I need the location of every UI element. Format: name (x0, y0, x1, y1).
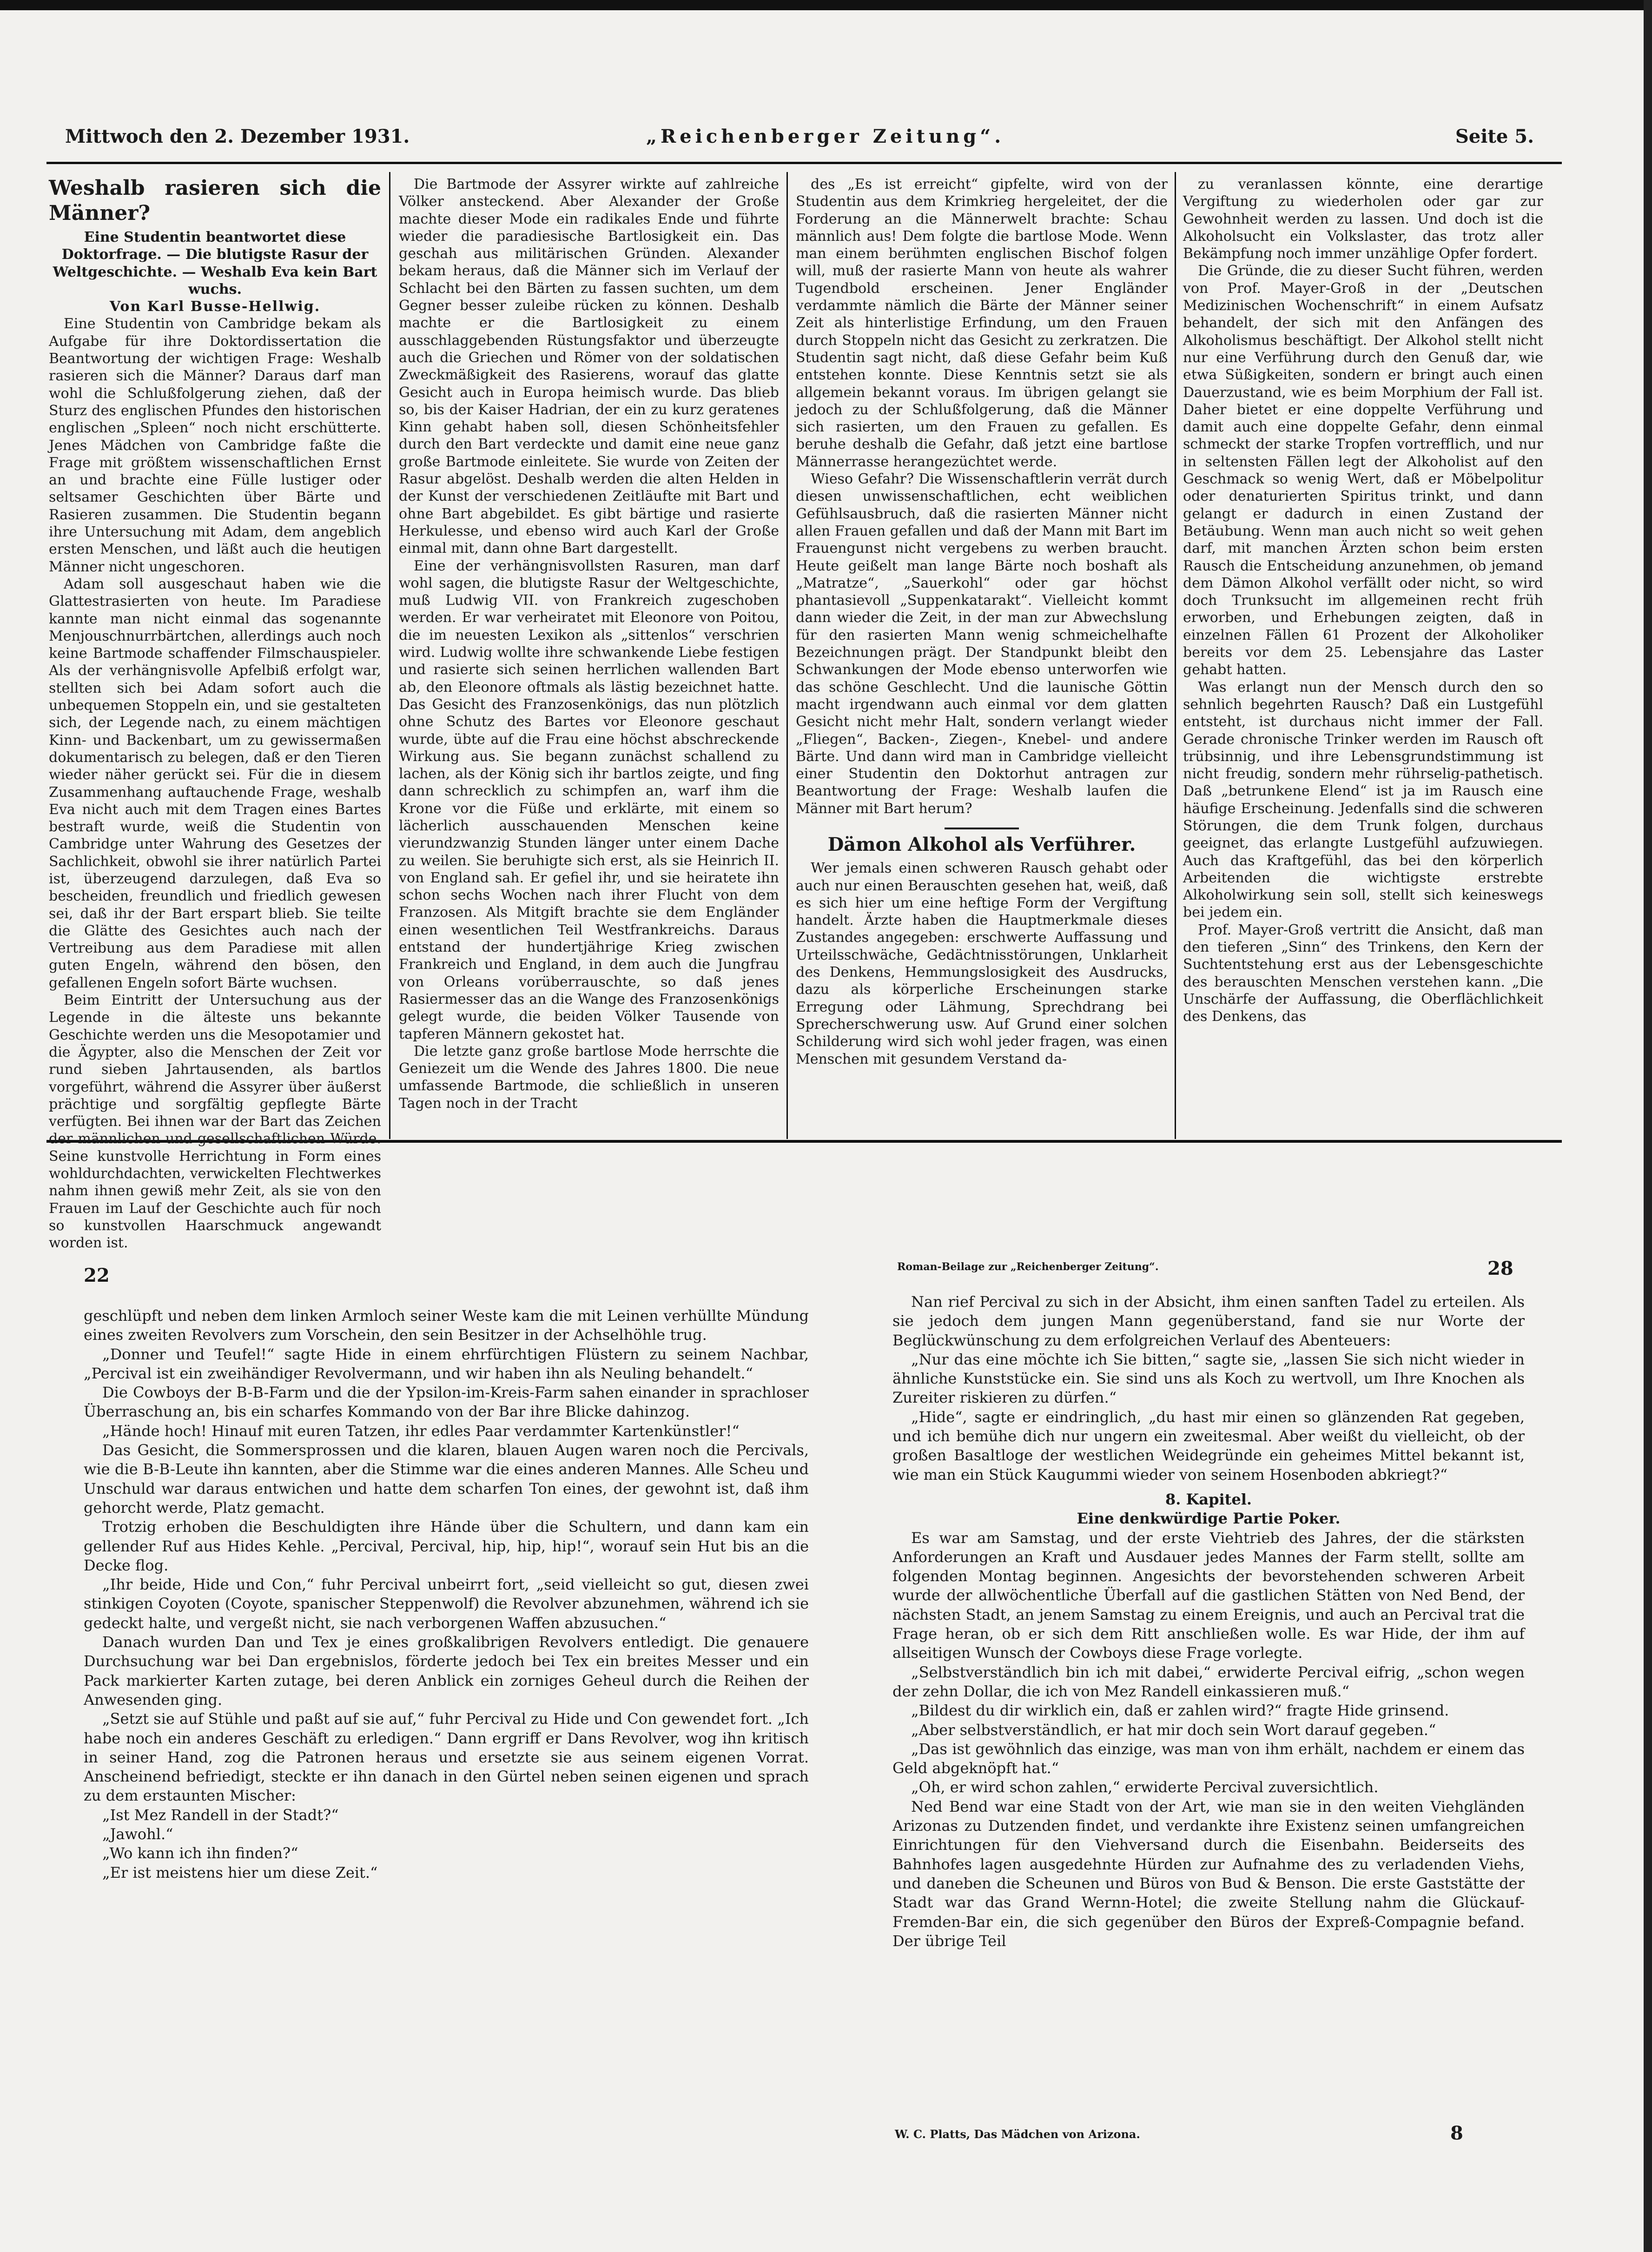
serial-right-column (892, 1292, 1525, 2115)
article-headline-2: Dämon Alkohol als Verführer. (827, 833, 1136, 855)
paragraph: „Aber selbstverständlich, er hat mir doch sein Wort darauf gegeben.“ (911, 1721, 1436, 1739)
column-rule (1175, 172, 1176, 1139)
paragraph: „Oh, er wird schon zahlen,“ erwiderte Percival zuversichtlich. (911, 1778, 1379, 1796)
article-column-1 (49, 176, 381, 1252)
paragraph: des „Es ist erreicht“ gipfelte, wird von der Studentin aus dem Krimkrieg hergeleitet, der die Forderung an die Männerwelt brachte: Schau männlich aus! Dem folgte die bartlose Mode. Wenn man einem berühmten englischen Bischof folgen will, muß der rasierte Mann von heute als wahrer Tugendbold erscheinen. Jener Engländer verdammte nämlich die Bärte der Männer seiner Zeit als hinterlistige Erfindung, um den Frauen durch Stoppeln nicht das Gesicht zu zerkratzen. Die Studentin sagt nicht, daß diese Gefahr beim Kuß entstehen konnte. Diese Kenntnis setzt sie als allgemein bekannt voraus. Im übrigen gelangt sie jedoch zu der Schlußfolgerung, daß die Männer sich rasierten, um den Frauen zu gefallen. Es beruhe deshalb die Gefahr, daß jetzt eine bartlose Männerrasse herangezüchtet werde. (796, 176, 1168, 470)
paragraph: Eine der verhängnisvollsten Rasuren, man darf wohl sagen, die blutigste Rasur der Weltgeschichte, muß Ludwig VII. von Frankreich zugeschoben werden. Er war verheiratet mit Eleonore von Poitou, die im neuesten Lexikon als „sittenlos“ verschrien wird. Ludwig wollte ihre schwankende Liebe festigen und rasierte sich seinen herrlichen wallenden Bart ab, den Eleonore oftmals als lästig bezeichnet hatte. Das Gesicht des Franzosenkönigs, das nun plötzlich ohne Schutz des Bartes vor Eleonore geschaut wurde, übte auf die Frau eine höchst abschreckende Wirkung aus. Sie begann zunächst schallend zu lachen, als der König sich ihr bartlos zeigte, und fing dann schrecklich zu schimpfen an, warf ihm die Krone vor die Füße und erklärte, mit einem so lächerlich ausschauenden Menschen keine vierundzwanzig Stunden länger unter einem Dache zu weilen. Sie beruhigte sich erst, als sie Heinrich II. von England sah. Er gefiel ihr, und sie heiratete ihn schon sechs Wochen nach ihrer Flucht von dem Franzosen. Als Mitgift brachte sie dem Engländer einen wesentlichen Teil Westfrankreichs. Daraus entstand der hundertjährige Krieg zwischen Frankreich und England, in dem auch die Jungfrau von Orleans vorüberrauschte, so daß jenes Rasiermesser das an die Wange des Franzosenkönigs gelegt wurde, die beiden Völker Tausende von tapferen Männern gekostet hat. (399, 557, 779, 1042)
paragraph: Wer jemals einen schweren Rausch gehabt oder auch nur einen Berauschten gesehen hat, weiß, daß es sich hier um eine heftige Form der Vergiftung handelt. Ärzte haben die Hauptmerkmale dieses Zustandes angegeben: erschwerte Auffassung und Urteilsschwäche, Gedächtnisstörungen, Unklarheit des Denkens, Hemmungslosigkeit des Ausdrucks, dazu als körperliche Erscheinungen starke Erregung oder Lähmung, Sprechdrang bei Sprecherschwerung usw. Auf Grund einer solchen Schilderung wird sich wohl jeder fragen, was einen Menschen mit gesundem Verstand da- (796, 860, 1168, 1067)
paragraph: Die Bartmode der Assyrer wirkte auf zahlreiche Völker ansteckend. Aber Alexander der Große machte dieser Mode ein radikales Ende und führte wieder die paradiesische Bartlosigkeit ein. Das geschah aus militärischen Gründen. Alexander bekam heraus, daß die Männer sich im Verlauf der Schlacht bei den Bärten zu fassen suchten, um dem Gegner besser zuleibe rücken zu können. Deshalb machte er die Bartlosigkeit zu einem ausschlaggebenden Rüstungsfaktor und überzeugte auch die Griechen und Römer von der soldatischen Zweckmäßigkeit des Rasierens, worauf das glatte Gesicht auch in Europa heimisch wurde. Das blieb so, bis der Kaiser Hadrian, der ein zu kurz geratenes Kinn gehabt haben soll, diesen Schönheitsfehler durch den Bart verdeckte und damit eine neue ganz große Bartmode einleitete. Sie wurde von Zeiten der Rasur abgelöst. Deshalb werden die alten Helden in der Kunst der verschiedenen Zeitläufte mit Bart und ohne Bart abgebildet. Es gibt bärtige und rasierte Herkulesse, und ebenso wird auch Karl der Große einmal mit, dann ohne Bart dargestellt. (399, 176, 779, 557)
paragraph: Prof. Mayer-Groß vertritt die Ansicht, daß man den tieferen „Sinn“ des Trinkens, den Kern der Suchtentstehung erst aus der Lebensgeschichte des berauschten Menschen verstehen kann. „Die Unschärfe der Auffassung, die Oberflächlichkeit des Denkens, das (1183, 921, 1543, 1025)
paragraph: „Bildest du dir wirklich ein, daß er zahlen wird?“ fragte Hide grinsend. (911, 1702, 1449, 1720)
chapter-title: Eine denkwürdige Partie Poker. (1077, 1510, 1341, 1528)
paragraph: „Jawohl.“ (102, 1825, 173, 1843)
column-rule (389, 172, 390, 1139)
serial-supplement-label: Roman-Beilage zur „Reichenberger Zeitung“. (897, 1261, 1159, 1273)
paragraph: „Wo kann ich ihn finden?“ (102, 1844, 298, 1862)
article-column-3 (796, 176, 1168, 1133)
header-rule (46, 162, 1562, 164)
paragraph: Adam soll ausgeschaut haben wie die Glattestrasierten von heute. Im Paradiese kannte man nicht einmal das sogenannte Menjouschnurrbärtchen, allerdings auch noch keine Bartmode schaffender Filmschauspieler. Als der verhängnisvolle Apfelbiß erfolgt war, stellten sich bei Adam sofort auch die unbequemen Stoppeln ein, und sie gestalteten sich, der Legende nach, zu einem mächtigen Kinn- und Backenbart, um zu gewissermaßen dokumentarisch zu belegen, daß er den Tieren wieder näher gerückt sei. Für die in diesem Zusammenhang auftauchende Frage, weshalb Eva nicht auch mit dem Tragen eines Bartes bestraft wurde, weiß die Studentin von Cambridge unter Wahrung des Gesetzes der Sachlichkeit, obwohl sie ihrer natürlich Partei ist, überzeugend darzulegen, daß Eva so bescheiden, freundlich und friedlich gewesen sei, daß ihr der Bart erspart blieb. Sie teilte die Glätte des Gesichtes auch nach der Vertreibung aus dem Paradiese mit allen guten Engeln, während den bösen, den gefallenen Engeln sofort Bärte wuchsen. (49, 576, 381, 991)
header-title: „Reichenberger Zeitung“. (646, 126, 1005, 147)
paragraph: Es war am Samstag, und der erste Viehtrieb des Jahres, der die stärksten Anforderungen an Kraft und Ausdauer jedes Mannes der Farm stellt, sollte am folgenden Montag beginnen. Angesichts der bevorstehenden schweren Arbeit wurde der allwöchentliche Überfall auf die gastlichen Stätten von Ned Bend, der nächsten Stadt, an jenem Samstag zu einem Ereignis, und auch an Percival trat die Frage heran, ob er sich dem Ritt anschließen wolle. Es war Hide, der ihm auf allseitigen Wunsch der Cowboys diese Frage vorlegte. (892, 1529, 1525, 1662)
chapter-number: 8. Kapitel. (1165, 1490, 1252, 1508)
paragraph: „Das ist gewöhnlich das einzige, was man von ihm erhält, nachdem er einem das Geld abgeknöpft hat.“ (892, 1740, 1525, 1777)
paragraph: „Ihr beide, Hide und Con,“ fuhr Percival unbeirrt fort, „seid vielleicht so gut, diesen zwei stinkigen Coyoten (Coyote, spanischer Steppenwolf) die Revolver abzunehmen, während ich sie gedeckt halte, und vergeßt nicht, sie nach verborgenen Waffen abzusuchen.“ (84, 1576, 809, 1632)
section-divider (945, 828, 1019, 829)
header-page-number: Seite 5. (1455, 126, 1534, 147)
scan-edge-right (1644, 0, 1652, 2252)
paragraph: Die letzte ganz große bartlose Mode herrschte die Geniezeit um die Wende des Jahres 1800. Die neue umfassende Bartmode, die schließlich in unseren Tagen noch in der Tracht (399, 1043, 779, 1112)
paragraph: „Setzt sie auf Stühle und paßt auf sie auf,“ fuhr Percival zu Hide und Con gewendet fort. „Ich habe noch ein anderes Geschäft zu erledigen.“ Dann ergriff er Dans Revolver, wog ihn kritisch in seiner Hand, zog die Patronen heraus und ersetzte sie aus seinem eigenen Vorrat. Anscheinend befriedigt, steckte er ihn danach in den Gürtel neben seinen eigenen und sprach zu dem erstaunten Mischer: (84, 1710, 809, 1805)
article-author: Von Karl Busse-Hellwig. (109, 298, 321, 315)
paragraph: Danach wurden Dan und Tex je eines großkalibrigen Revolvers entledigt. Die genauere Durchsuchung war bei Dan ergebnislos, förderte jedoch bei Tex ein breites Messer und ein Pack markierter Karten zutage, bei deren Anblick ein zorniges Geheul durch die Reihen der Anwesenden ging. (84, 1633, 809, 1709)
page-header (65, 126, 1534, 153)
paragraph: Was erlangt nun der Mensch durch den so sehnlich begehrten Rausch? Daß ein Lustgefühl entsteht, ist durchaus nicht immer der Fall. Gerade chronische Trinker werden im Rausch oft trübsinnig, und ihre Lebensgrundstimmung ist nicht freudig, sondern mehr rührselig-pathetisch. Daß „betrunkene Elend“ ist ja im Rausch eine häufige Erscheinung. Jedenfalls sind die schweren Störungen, die dem Trunk folgen, durchaus geeignet, das erlangte Lustgefühl aufzuwiegen. Auch das Kraftgefühl, das bei den körperlich Arbeitenden die wichtigste erstrebte Alkoholwirkung sein soll, stellt sich keineswegs bei jedem ein. (1183, 679, 1543, 921)
article-headline: Weshalb rasieren sich die Männer? (49, 176, 381, 225)
serial-footer-sheet: 8 (1450, 2122, 1463, 2144)
article-column-2 (399, 176, 779, 1133)
paragraph: Ned Bend war eine Stadt von der Art, wie man sie in den weiten Viehgländen Arizonas zu Dutzenden findet, und verdankte ihre Existenz seinen umfangreichen Einrichtungen für den Viehversand durch die Eisenbahn. Beiderseits des Bahnhofes lagen ausgedehnte Hürden zur Aufnahme des zu verladenden Viehs, und daneben die Scheunen und Büros von Bud & Benson. Die erste Gaststätte der Stadt war das Grand Wernn-Hotel; die zweite Stellung nahm die Glückauf-Fremden-Bar ein, die sich gegenüber den Büros der Expreß-Compagnie befand. Der übrige Teil (892, 1797, 1525, 1950)
paragraph: zu veranlassen könnte, eine derartige Vergiftung zu wiederholen oder gar zur Gewohnheit werden zu lassen. Und doch ist die Alkoholsucht ein Volkslaster, das trotz aller Bekämpfung noch immer unzählige Opfer fordert. (1183, 176, 1543, 262)
header-date: Mittwoch den 2. Dezember 1931. (65, 126, 410, 147)
article-subtitle: Eine Studentin beantwortet diese Doktorfrage. — Die blutigste Rasur der Weltgeschichte. — Weshalb Eva kein Bart wuchs. (53, 229, 377, 298)
paragraph: „Hide“, sagte er eindringlich, „du hast mir einen so glänzenden Rat gegeben, und ich bemühe dich nur ungern ein zweitesmal. Aber weißt du vielleicht, ob der großen Basaltloge der westlichen Weidegründe ein geheimes Mittel bekannt ist, wie man ein Stück Kaugummi wieder von seinem Hosenboden abkriegt?“ (892, 1408, 1525, 1484)
paragraph: Das Gesicht, die Sommersprossen und die klaren, blauen Augen waren noch die Percivals, wie die B-B-Leute ihn kannten, aber die Stimme war die eines anderen Mannes. Alle Scheu und Unschuld war daraus entwichen und hatte dem scharfen Ton eines, der gewohnt ist, daß ihm gehorcht werde, Platz gemacht. (84, 1441, 809, 1517)
scan-edge-top (0, 0, 1652, 10)
article-column-4 (1183, 176, 1543, 1133)
paragraph: „Hände hoch! Hinauf mit euren Tatzen, ihr edles Paar verdammter Kartenkünstler!“ (102, 1422, 740, 1440)
paragraph: „Nur das eine möchte ich Sie bitten,“ sagte sie, „lassen Sie sich nicht wieder in ähnliche Kunststücke ein. Sie sind uns als Koch zu wertvoll, um Ihre Knochen als Zureiter riskieren zu dürfen.“ (892, 1350, 1525, 1407)
serial-footer-author: W. C. Platts, Das Mädchen von Arizona. (895, 2127, 1140, 2141)
paragraph: geschlüpft und neben dem linken Armloch seiner Weste kam die mit Leinen verhüllte Mündung eines zweiten Revolvers zum Vorschein, den sein Besitzer in der Achselhöhle trug. (84, 1307, 809, 1344)
paragraph: Wieso Gefahr? Die Wissenschaftlerin verrät durch diesen unwissenschaftlichen, echt weiblichen Gefühlsausbruch, daß die rasierten Männer nicht allen Frauen gefallen und daß der Mann mit Bart im Frauengunst nicht vergebens zu werben braucht. Heute geißelt man lange Bärte noch boshaft als „Matratze“, „Sauerkohl“ oder gar höchst phantasievoll „Suppenkatarakt“. Vielleicht kommt dann wieder die Zeit, in der man zur Abwechslung für den rasierten Mann wenig schmeichelhafte Bezeichnungen prägt. Der Standpunkt bleibt den Schwankungen der Mode ebenso unterworfen wie das schöne Geschlecht. Und die launische Göttin macht irgendwann auch einmal vor dem glatten Gesicht nicht mehr Halt, sondern verlangt wieder „Fliegen“, Backen-, Ziegen-, Knebel- und andere Bärte. Und dann wird man in Cambridge vielleicht einer Studentin den Doktorhut antragen zur Beantwortung der Frage: Weshalb laufen die Männer mit Bart herum? (796, 471, 1168, 817)
paragraph: Nan rief Percival zu sich in der Absicht, ihm einen sanften Tadel zu erteilen. Als sie jedoch dem jungen Mann gegenüberstand, fand sie nur Worte der Beglückwünschung zu dem erfolgreichen Verlauf des Abenteuers: (892, 1293, 1525, 1349)
paragraph: „Selbstverständlich bin ich mit dabei,“ erwiderte Percival eifrig, „schon wegen der zehn Dollar, die ich von Mez Randell einkassieren muß.“ (892, 1663, 1525, 1700)
paragraph: „Ist Mez Randell in der Stadt?“ (102, 1806, 339, 1824)
paragraph: Beim Eintritt der Untersuchung aus der Legende in die älteste uns bekannte Geschichte werden uns die Mesopotamier und die Ägypter, also die Menschen der Zeit vor rund sieben Jahrtausenden, als bartlos vorgeführt, während die Assyrer über äußerst prächtige und sorgfältig gepflegte Bärte verfügten. Bei ihnen war der Bart das Zeichen der männlichen und gesellschaftlichen Würde. Seine kunstvolle Herrichtung in Form eines wohldurchdachten, verwickelten Flechtwerkes nahm ihnen gewiß mehr Zeit, als sie von den Frauen im Lauf der Geschichte auch für noch so kunstvollen Haarschmuck angewandt worden ist. (49, 992, 381, 1252)
serial-left-column (84, 1306, 809, 2115)
paragraph: Die Cowboys der B-B-Farm und die der Ypsilon-im-Kreis-Farm sahen einander in sprachloser Überraschung an, bis ein scharfes Kommando von der Bar ihre Blicke dahinzog. (84, 1384, 809, 1421)
column-rule (786, 172, 788, 1139)
paragraph: Die Gründe, die zu dieser Sucht führen, werden von Prof. Mayer-Groß in der „Deutschen Medizinischen Wochenschrift“ in einem Aufsatz behandelt, der sich mit den Anfängen des Alkoholismus beschäftigt. Der Alkohol stellt nicht nur eine Verführung durch den Genuß dar, wie etwa Süßigkeiten, sondern er bringt auch einen Dauerzustand, wie es beim Morphium der Fall ist. Daher bietet er eine doppelte Verführung und damit auch eine doppelte Gefahr, denn einmal schmeckt der starke Tropfen vortrefflich, und nur in seltensten Fällen legt der Alkoholist auf den Geschmack so wenig Wert, daß er Möbelpolitur oder denaturierten Spiritus trinkt, und dann gelangt er dadurch in einen Zustand der Betäubung. Wenn man auch nicht so weit gehen darf, mit manchen Ärzten schon beim ersten Rausch die Entscheidung anzunehmen, ob jemand dem Dämon Alkohol verfällt oder nicht, so wird doch Trunksucht im allgemeinen recht früh erworben, und Erhebungen zeigten, daß in einzelnen Fällen 61 Prozent der Alkoholiker bereits vor dem 25. Lebensjahre das Laster gehabt hatten. (1183, 263, 1543, 678)
serial-right-page-number: 28 (1487, 1258, 1513, 1279)
serial-left-page-number: 22 (84, 1265, 110, 1286)
paragraph: „Donner und Teufel!“ sagte Hide in einem ehrfürchtigen Flüstern zu seinem Nachbar, „Percival ist ein zweihändiger Revolvermann, und wir haben ihn als Neuling behandelt.“ (84, 1345, 809, 1382)
paragraph: Eine Studentin von Cambridge bekam als Aufgabe für ihre Doktordissertation die Beantwortung der wichtigen Frage: Weshalb rasieren sich die Männer? Daraus darf man wohl die Schlußfolgerung ziehen, daß der Sturz des englischen Pfundes den historischen englischen „Spleen“ noch nicht erschütterte. Jenes Mädchen von Cambridge faßte die Frage mit größtem wissenschaftlichen Ernst an und brachte eine Fülle lustiger oder seltsamer Geschichten über Bärte und Rasieren zusammen. Die Studentin begann ihre Untersuchung mit Adam, dem angeblich ersten Menschen, und läßt auch die heutigen Männer nicht ungeschoren. (49, 316, 381, 575)
paragraph: „Er ist meistens hier um diese Zeit.“ (102, 1863, 378, 1881)
paragraph: Trotzig erhoben die Beschuldigten ihre Hände über die Schultern, und dann kam ein gellender Ruf aus Hides Kehle. „Percival, Percival, hip, hip, hip!“, worauf sein Hut bis an die Decke flog. (84, 1518, 809, 1574)
